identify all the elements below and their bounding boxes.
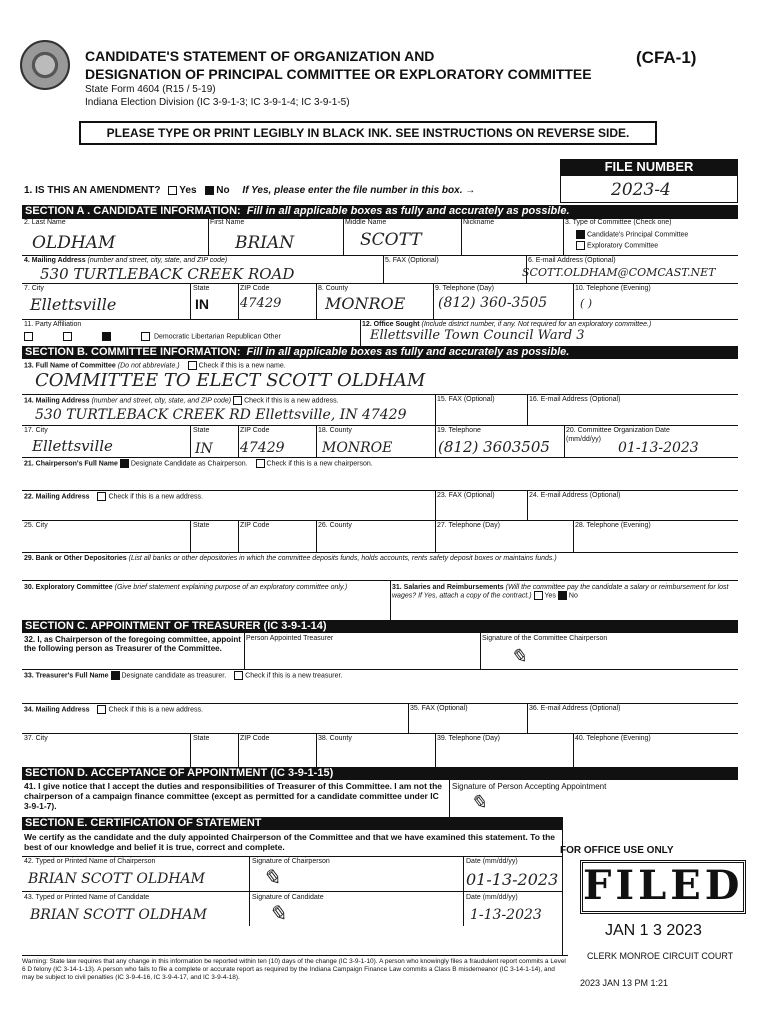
principal-committee-label: Candidate's Principal Committee — [587, 231, 689, 239]
committee-name-value[interactable]: COMMITTEE TO ELECT SCOTT OLDHAM — [35, 370, 426, 391]
treasurer-city-label: 37. City — [24, 735, 48, 742]
chair-mailing-title: 22. Mailing Address — [24, 493, 90, 501]
amendment-label: 1. IS THIS AN AMENDMENT? — [24, 185, 161, 196]
divider — [190, 733, 191, 767]
acceptance-signature-label: Signature of Person Accepting Appointment — [452, 782, 607, 791]
party-checkbox[interactable] — [102, 332, 111, 341]
committee-mailing-title: 14. Mailing Address — [24, 397, 90, 405]
filed-stamp-date: JAN 1 3 2023 — [605, 922, 702, 939]
divider — [238, 520, 239, 552]
exploratory-committee-label: Exploratory Committee — [587, 242, 659, 250]
mailing-address-value[interactable]: 530 TURTLEBACK CREEK ROAD — [40, 265, 295, 283]
chair-mailing-label — [24, 492, 203, 501]
party-checkbox[interactable] — [63, 332, 72, 341]
party-checkbox[interactable] — [141, 332, 150, 341]
candidate-printed-name-label: 43. Typed or Printed Name of Candidate — [24, 894, 150, 901]
divider — [527, 490, 528, 520]
office-sought-title: 12. Office Sought — [362, 321, 420, 328]
filed-stamp: FILED — [580, 860, 746, 914]
nickname-label: Nickname — [463, 219, 495, 226]
file-number-box[interactable] — [560, 175, 738, 203]
committee-city-value[interactable]: Ellettsville — [32, 437, 113, 455]
divider — [244, 633, 245, 669]
divider — [22, 520, 738, 521]
treasurer-mailing-label — [24, 705, 203, 714]
file-number-label: FILE NUMBER — [560, 159, 738, 175]
committee-state-value[interactable]: IN — [195, 441, 213, 457]
designate-chair-checkbox[interactable] — [120, 459, 129, 468]
divider — [22, 218, 738, 219]
state-label: State — [193, 285, 210, 292]
treasurer-name-label — [24, 671, 342, 680]
divider — [22, 856, 562, 857]
committee-type-exploratory — [576, 241, 658, 250]
divider — [316, 425, 317, 457]
divider — [435, 520, 436, 552]
salaries-no-label: No — [568, 592, 578, 600]
salaries-yes-label: Yes — [544, 592, 556, 600]
city-label: 7. City — [24, 285, 44, 292]
chair-signature-e-label: Signature of Chairperson — [252, 858, 330, 865]
first-name-value[interactable]: BRIAN — [235, 233, 295, 253]
warning-text: Warning: State law requires that any change in this information be reported within ten (10) days of the change (IC 3-9-1-10). A person who knowingly files a fraudulent report commits a Level 6 D felony (IC 3-14-1-13). A person who fails to file a complete or accurate report as required by the Indiana Campaign Finance Law commits a Class B misdemeanor (IC 3-14-1-14), and may be subject to civil penalties (IC 3-9-4-16, IC 3-9-4-17, and IC 3-9-4-18). — [22, 958, 566, 981]
divider — [22, 703, 738, 704]
treasurer-new-address-label: Check if this is a new address. — [108, 706, 203, 714]
exploratory-hint: (Give brief statement explaining purpose of an exploratory committee only.) — [114, 584, 348, 591]
designate-treasurer-label: Designate candidate as treasurer. — [121, 672, 227, 680]
office-use-heading: FOR OFFICE USE ONLY — [560, 845, 674, 856]
divider — [22, 490, 738, 491]
org-date-value[interactable]: 01-13-2023 — [618, 440, 699, 456]
amendment-yes-checkbox[interactable] — [168, 186, 177, 195]
email-label: 6. E-mail Address (Optional) — [528, 257, 616, 264]
section-d-header: SECTION D. ACCEPTANCE OF APPOINTMENT (IC 3-9-1-15) — [22, 767, 738, 780]
principal-committee-checkbox[interactable] — [576, 230, 585, 239]
divider — [383, 255, 384, 283]
acceptance-text: 41. I give notice that I accept the duties and responsibilities of Treasurer of this Committee. I am not the chairperson of a campaign finance committee (except as permitted for a candidate committee under IC 3-9-1-7). — [24, 781, 443, 811]
chair-signature-e: ✎ — [262, 866, 281, 891]
state-form-number: State Form 4604 (R15 / 5-19) — [85, 84, 216, 95]
divider — [316, 733, 317, 767]
bank-hint: (List all banks or other depositories in which the committee deposits funds, holds accounts, rents safety deposit boxes or maintains funds.) — [128, 555, 557, 562]
divider — [435, 425, 436, 457]
divider — [563, 218, 564, 255]
divider — [238, 425, 239, 457]
divider — [463, 856, 464, 926]
committee-county-value[interactable]: MONROE — [322, 440, 393, 456]
committee-name-label — [24, 361, 286, 370]
mailing-address-label — [24, 257, 227, 264]
candidate-date-label: Date (mm/dd/yy) — [466, 894, 518, 901]
section-b-title: SECTION B. COMMITTEE INFORMATION: — [25, 346, 241, 358]
divider — [22, 319, 738, 320]
phone-evening-value[interactable]: ( ) — [580, 297, 593, 310]
divider — [22, 552, 738, 553]
divider — [564, 425, 565, 457]
treasurer-phone-evening-label: 40. Telephone (Evening) — [575, 735, 651, 742]
email-value[interactable]: SCOTT.OLDHAM@COMCAST.NET — [522, 266, 716, 279]
exploratory-label — [24, 584, 347, 591]
party-options — [24, 332, 281, 341]
treasurer-state-label: State — [193, 735, 210, 742]
office-sought-label — [362, 321, 651, 328]
candidate-date[interactable]: 1-13-2023 — [470, 907, 542, 923]
appointed-treasurer-label: Person Appointed Treasurer — [246, 635, 334, 642]
committee-name-hint: (Do not abbreviate.) — [117, 362, 180, 370]
filed-stamp-time: 2023 JAN 13 PM 1:21 — [580, 978, 669, 988]
salaries-no-checkbox[interactable] — [558, 591, 567, 600]
divider — [22, 457, 738, 458]
chair-date[interactable]: 01-13-2023 — [466, 870, 559, 889]
election-division: Indiana Election Division (IC 3-9-1-3; IC 3-9-1-4; IC 3-9-1-5) — [85, 97, 350, 108]
divider — [435, 394, 436, 425]
chair-name-title: 21. Chairperson's Full Name — [24, 460, 118, 468]
divider — [190, 283, 191, 319]
designate-treasurer-checkbox[interactable] — [111, 671, 120, 680]
salaries-yes-checkbox[interactable] — [534, 591, 543, 600]
committee-mailing-label — [24, 396, 339, 405]
chair-city-label: 25. City — [24, 522, 48, 529]
committee-mailing-value[interactable]: 530 TURTLEBACK CREEK RD Ellettsville, IN 47429 — [35, 407, 407, 423]
treasurer-signature: ✎ — [470, 790, 487, 814]
committee-email-label: 16. E-mail Address (Optional) — [529, 396, 621, 403]
divider — [208, 218, 209, 255]
divider — [22, 891, 562, 892]
committee-zip-value[interactable]: 47429 — [240, 440, 285, 456]
divider — [360, 319, 361, 346]
section-c-header: SECTION C. APPOINTMENT OF TREASURER (IC 3-9-1-14) — [22, 620, 738, 633]
divider — [461, 218, 462, 255]
amendment-no-label: No — [216, 185, 230, 196]
form-title-line1: CANDIDATE'S STATEMENT OF ORGANIZATION AND — [85, 48, 435, 64]
divider — [562, 817, 563, 955]
treasurer-mailing-title: 34. Mailing Address — [24, 706, 90, 714]
org-date-label: 20. Committee Organization Date — [566, 427, 670, 434]
new-name-checkbox[interactable] — [188, 361, 197, 370]
divider — [22, 955, 568, 956]
divider — [316, 520, 317, 552]
divider — [249, 856, 250, 926]
chair-email-label: 24. E-mail Address (Optional) — [529, 492, 621, 499]
file-number-value: 2023-4 — [611, 180, 671, 200]
divider — [238, 733, 239, 767]
committee-type-principal — [576, 230, 688, 239]
middle-name-label: Middle Name — [345, 219, 387, 226]
section-a-header — [22, 205, 738, 218]
chair-county-label: 26. County — [318, 522, 352, 529]
county-value[interactable]: MONROE — [325, 294, 406, 313]
section-b-note: Fill in all applicable boxes as fully and accurately as possible. — [246, 346, 570, 358]
divider — [390, 580, 391, 620]
divider — [22, 733, 738, 734]
office-sought-hint: (Include district number, if any. Not required for an exploratory committee.) — [421, 321, 652, 328]
party-label: 11. Party Affiliation — [24, 321, 82, 328]
treasurer-new-address-checkbox[interactable] — [97, 705, 106, 714]
candidate-signature: ✎ — [268, 902, 287, 927]
phone-evening-label: 10. Telephone (Evening) — [575, 285, 651, 292]
divider — [480, 633, 481, 669]
certification-text: We certify as the candidate and the duly appointed Chairperson of the Committee and that we have examined this statement. To the best of our knowledge and belief it is true, correct and complete. — [24, 832, 556, 852]
party-options-text: Democratic Libertarian Republican Other — [153, 333, 281, 341]
divider — [22, 283, 738, 284]
bank-title: 29. Bank or Other Depositories — [24, 555, 127, 562]
committee-city-label: 17. City — [24, 427, 48, 434]
committee-zip-label: ZIP Code — [240, 427, 270, 434]
bank-label — [24, 555, 557, 562]
committee-county-label: 18. County — [318, 427, 352, 434]
divider — [343, 218, 344, 255]
new-treasurer-checkbox[interactable] — [234, 671, 243, 680]
divider — [238, 283, 239, 319]
chair-name-label — [24, 459, 373, 468]
mailing-address-hint: (number and street, city, state, and ZIP code) — [87, 257, 228, 264]
committee-name-title: 13. Full Name of Committee — [24, 362, 116, 370]
section-e-header: SECTION E. CERTIFICATION OF STATEMENT — [22, 817, 562, 830]
new-treasurer-label: Check if this is a new treasurer. — [245, 672, 343, 680]
committee-fax-label: 15. FAX (Optional) — [437, 396, 495, 403]
org-date-format: (mm/dd/yy) — [566, 436, 601, 443]
chair-phone-day-label: 27. Telephone (Day) — [437, 522, 500, 529]
phone-day-value[interactable]: (812) 360-3505 — [438, 295, 548, 311]
divider — [435, 733, 436, 767]
designate-chair-label: Designate Candidate as Chairperson. — [130, 460, 248, 468]
committee-state-label: State — [193, 427, 210, 434]
treasurer-phone-day-label: 39. Telephone (Day) — [437, 735, 500, 742]
section-b-header — [22, 346, 738, 359]
divider — [22, 255, 738, 256]
treasurer-email-label: 36. E-mail Address (Optional) — [529, 705, 621, 712]
section-a-note: Fill in all applicable boxes as fully and accurately as possible. — [246, 205, 570, 217]
chair-new-address-checkbox[interactable] — [97, 492, 106, 501]
last-name-value[interactable]: OLDHAM — [32, 233, 116, 253]
appoint-text: 32. I, as Chairperson of the foregoing committee, appoint the following person as Treasurer of the Committee. — [24, 635, 241, 653]
chair-printed-name-label: 42. Typed or Printed Name of Chairperson — [24, 858, 156, 865]
chair-state-label: State — [193, 522, 210, 529]
amendment-question — [24, 185, 475, 196]
divider — [573, 733, 574, 767]
zip-value[interactable]: 47429 — [240, 296, 282, 311]
form-title-line2: DESIGNATION OF PRINCIPAL COMMITTEE OR EXPLORATORY COMMITTEE — [85, 66, 592, 82]
candidate-signature-label: Signature of Candidate — [252, 894, 324, 901]
chair-date-label: Date (mm/dd/yy) — [466, 858, 518, 865]
divider — [526, 255, 527, 283]
treasurer-fax-label: 35. FAX (Optional) — [410, 705, 468, 712]
state-seal-icon — [20, 40, 70, 90]
form-code: (CFA-1) — [636, 48, 697, 67]
chair-signature-label: Signature of the Committee Chairperson — [482, 635, 608, 642]
salaries-title: 31. Salaries and Reimbursements — [392, 584, 504, 591]
divider — [527, 394, 528, 425]
new-name-label: Check if this is a new name. — [198, 362, 286, 370]
treasurer-name-title: 33. Treasurer's Full Name — [24, 672, 109, 680]
section-a-title: SECTION A . CANDIDATE INFORMATION: — [25, 205, 241, 217]
divider — [433, 283, 434, 319]
divider — [408, 703, 409, 733]
amendment-no-checkbox[interactable] — [205, 186, 214, 195]
phone-day-label: 9. Telephone (Day) — [435, 285, 495, 292]
new-chair-label: Check if this is a new chairperson. — [266, 460, 373, 468]
divider — [190, 520, 191, 552]
divider — [22, 669, 738, 670]
committee-type-label: 3. Type of Committee (Check one) — [565, 219, 672, 226]
amendment-yes-label: Yes — [179, 185, 197, 196]
committee-mailing-hint: (number and street, city, state, and ZIP code) — [91, 397, 232, 405]
exploratory-title: 30. Exploratory Committee — [24, 584, 113, 591]
new-chair-checkbox[interactable] — [256, 459, 265, 468]
fax-label: 5. FAX (Optional) — [385, 257, 439, 264]
divider — [449, 780, 450, 817]
amendment-instruction: If Yes, please enter the file number in this box. → — [242, 185, 476, 196]
divider — [527, 703, 528, 733]
mailing-address-title: 4. Mailing Address — [24, 257, 86, 264]
chair-new-address-label: Check if this is a new address. — [108, 493, 203, 501]
chair-phone-evening-label: 28. Telephone (Evening) — [575, 522, 651, 529]
exploratory-committee-checkbox[interactable] — [576, 241, 585, 250]
first-name-label: First Name — [210, 219, 245, 226]
instructions-notice: PLEASE TYPE OR PRINT LEGIBLY IN BLACK INK. SEE INSTRUCTIONS ON REVERSE SIDE. — [79, 121, 657, 145]
divider — [22, 580, 738, 581]
divider — [22, 394, 738, 395]
committee-new-address-label: Check if this is a new address. — [244, 397, 339, 405]
last-name-label: 2. Last Name — [24, 219, 66, 226]
committee-phone-value[interactable]: (812) 3603505 — [438, 438, 550, 456]
middle-name-value[interactable]: SCOTT — [360, 230, 422, 250]
salaries-label — [392, 584, 736, 600]
treasurer-zip-label: ZIP Code — [240, 735, 270, 742]
chair-zip-label: ZIP Code — [240, 522, 270, 529]
divider — [573, 283, 574, 319]
salaries-hint: (Will the committee pay the candidate a salary or reimbursement for lost wages? If Yes, attach a copy of the contract.) — [392, 584, 729, 600]
chair-signature: ✎ — [510, 644, 527, 668]
divider — [316, 283, 317, 319]
candidate-printed-name[interactable]: BRIAN SCOTT OLDHAM — [30, 907, 207, 923]
filed-stamp-clerk: CLERK MONROE CIRCUIT COURT — [587, 951, 734, 961]
divider — [573, 520, 574, 552]
committee-phone-label: 19. Telephone — [437, 427, 481, 434]
zip-label: ZIP Code — [240, 285, 270, 292]
state-value[interactable]: IN — [195, 296, 209, 312]
chair-fax-label: 23. FAX (Optional) — [437, 492, 495, 499]
county-label: 8. County — [318, 285, 348, 292]
divider — [22, 425, 738, 426]
divider — [435, 490, 436, 520]
committee-new-address-checkbox[interactable] — [233, 396, 242, 405]
city-value[interactable]: Ellettsville — [30, 295, 117, 314]
divider — [190, 425, 191, 457]
party-checkbox[interactable] — [24, 332, 33, 341]
office-sought-value[interactable]: Ellettsville Town Council Ward 3 — [370, 328, 585, 343]
chair-printed-name[interactable]: BRIAN SCOTT OLDHAM — [28, 871, 205, 887]
treasurer-county-label: 38. County — [318, 735, 352, 742]
